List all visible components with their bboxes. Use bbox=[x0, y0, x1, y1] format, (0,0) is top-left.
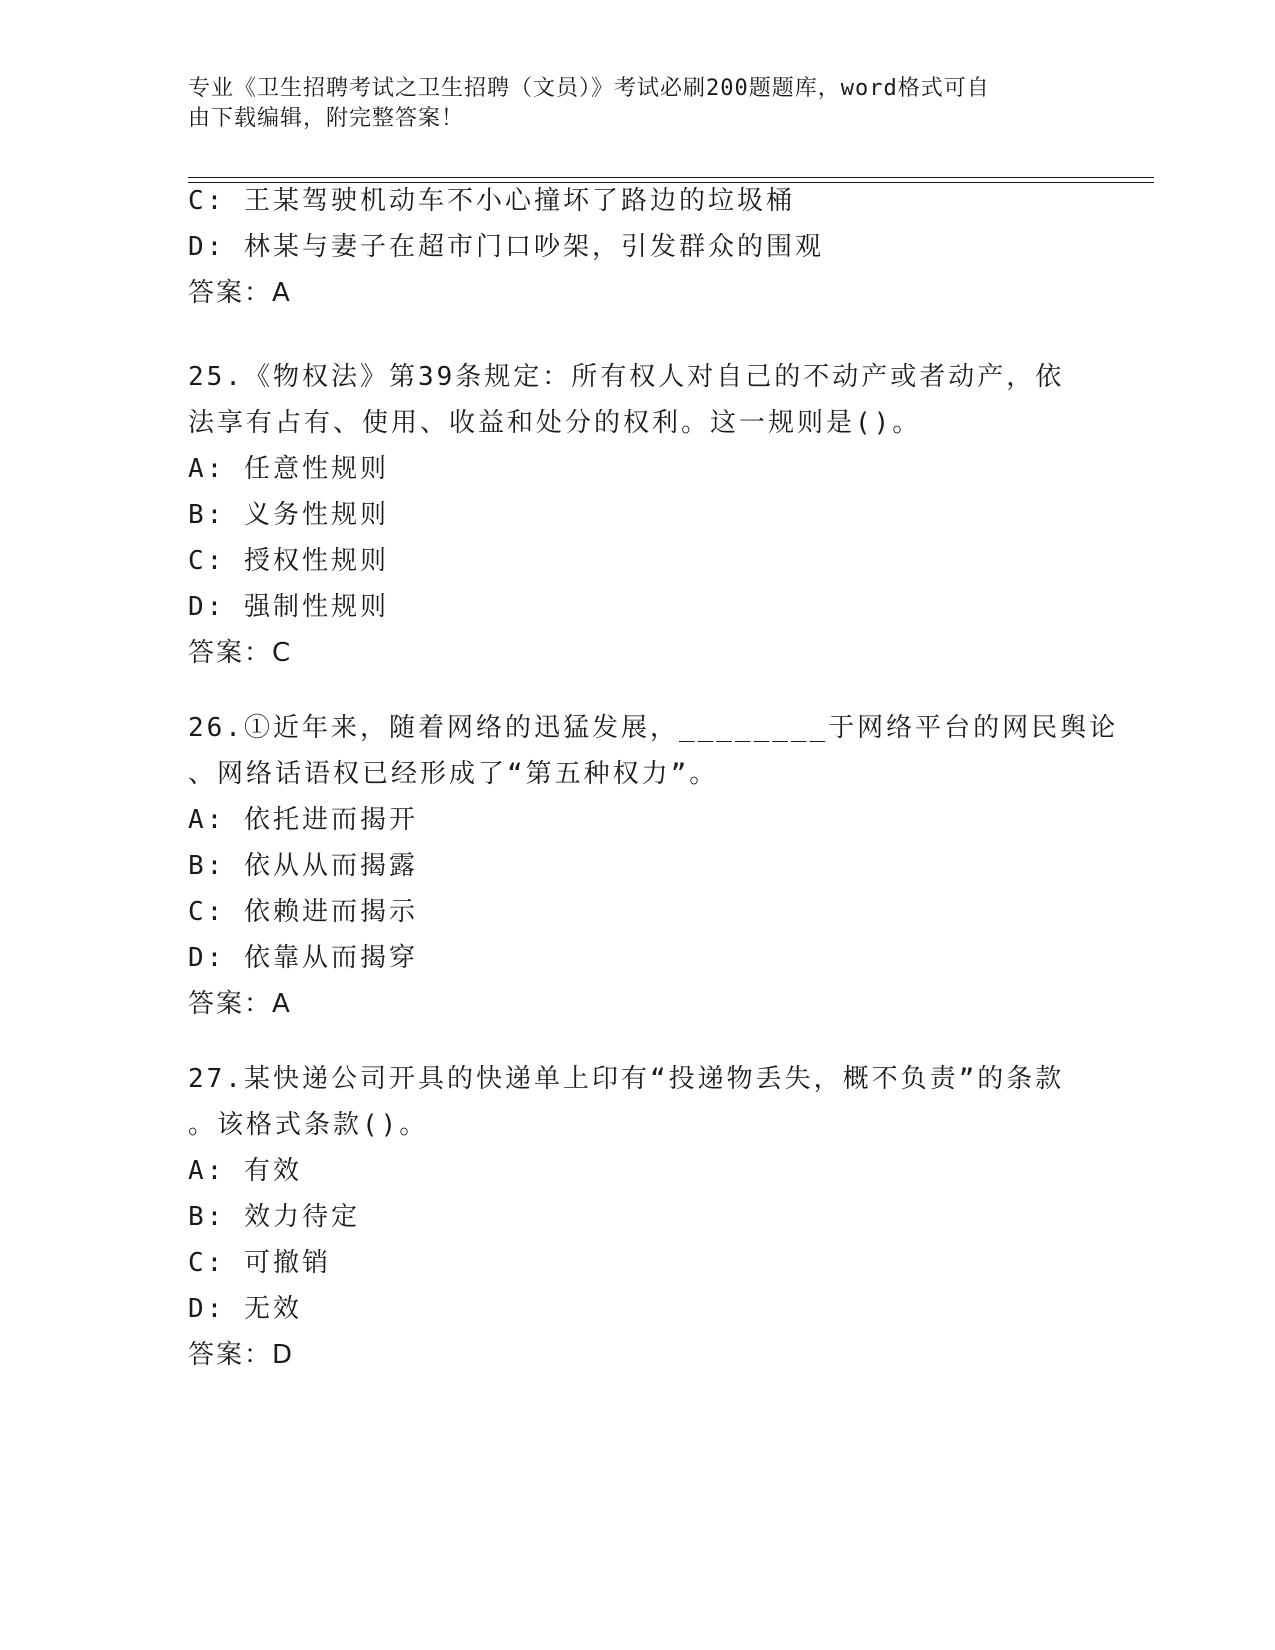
option-b: B: 义务性规则 bbox=[188, 500, 389, 530]
question-block-26 bbox=[188, 705, 1119, 1027]
question-block-25 bbox=[188, 354, 1088, 676]
option-d: D: 依靠从而揭穿 bbox=[188, 943, 418, 973]
option-c: C: 王某驾驶机动车不小心撞坏了路边的垃圾桶 bbox=[188, 186, 795, 216]
answer-line: 答案：C bbox=[188, 638, 293, 668]
previous-question-block bbox=[188, 178, 1088, 316]
header-line-2: 由下载编辑，附完整答案！ bbox=[188, 106, 465, 131]
option-c: C: 授权性规则 bbox=[188, 546, 389, 576]
question-stem-line: 26.①近年来，随着网络的迅猛发展，________于网络平台的网民舆论 bbox=[188, 713, 1119, 743]
option-b: B: 效力待定 bbox=[188, 1202, 360, 1232]
header-line-1: 专业《卫生招聘考试之卫生招聘（文员）》考试必刷200题题库，word格式可自 bbox=[188, 76, 990, 101]
answer-line: 答案：A bbox=[188, 989, 292, 1019]
answer-line: 答案：A bbox=[188, 278, 292, 308]
option-c: C: 可撤销 bbox=[188, 1248, 331, 1278]
question-stem-line: 法享有占有、使用、收益和处分的权利。这一规则是()。 bbox=[188, 408, 922, 438]
question-stem-line: 25.《物权法》第39条规定：所有权人对自己的不动产或者动产，依 bbox=[188, 362, 1065, 392]
option-c: C: 依赖进而揭示 bbox=[188, 897, 418, 927]
option-d: D: 林某与妻子在超市门口吵架，引发群众的围观 bbox=[188, 232, 824, 262]
answer-line: 答案：D bbox=[188, 1340, 295, 1370]
option-a: A: 任意性规则 bbox=[188, 454, 389, 484]
question-stem-line: 、网络话语权已经形成了“第五种权力”。 bbox=[188, 759, 719, 789]
question-block-27 bbox=[188, 1056, 1088, 1378]
question-stem-line: 。该格式条款()。 bbox=[188, 1110, 429, 1140]
document-header bbox=[188, 74, 1088, 134]
option-d: D: 强制性规则 bbox=[188, 592, 389, 622]
option-d: D: 无效 bbox=[188, 1294, 302, 1324]
option-a: A: 依托进而揭开 bbox=[188, 805, 418, 835]
option-a: A: 有效 bbox=[188, 1156, 302, 1186]
option-b: B: 依从从而揭露 bbox=[188, 851, 418, 881]
question-stem-line: 27.某快递公司开具的快递单上印有“投递物丢失，概不负责”的条款 bbox=[188, 1064, 1065, 1094]
